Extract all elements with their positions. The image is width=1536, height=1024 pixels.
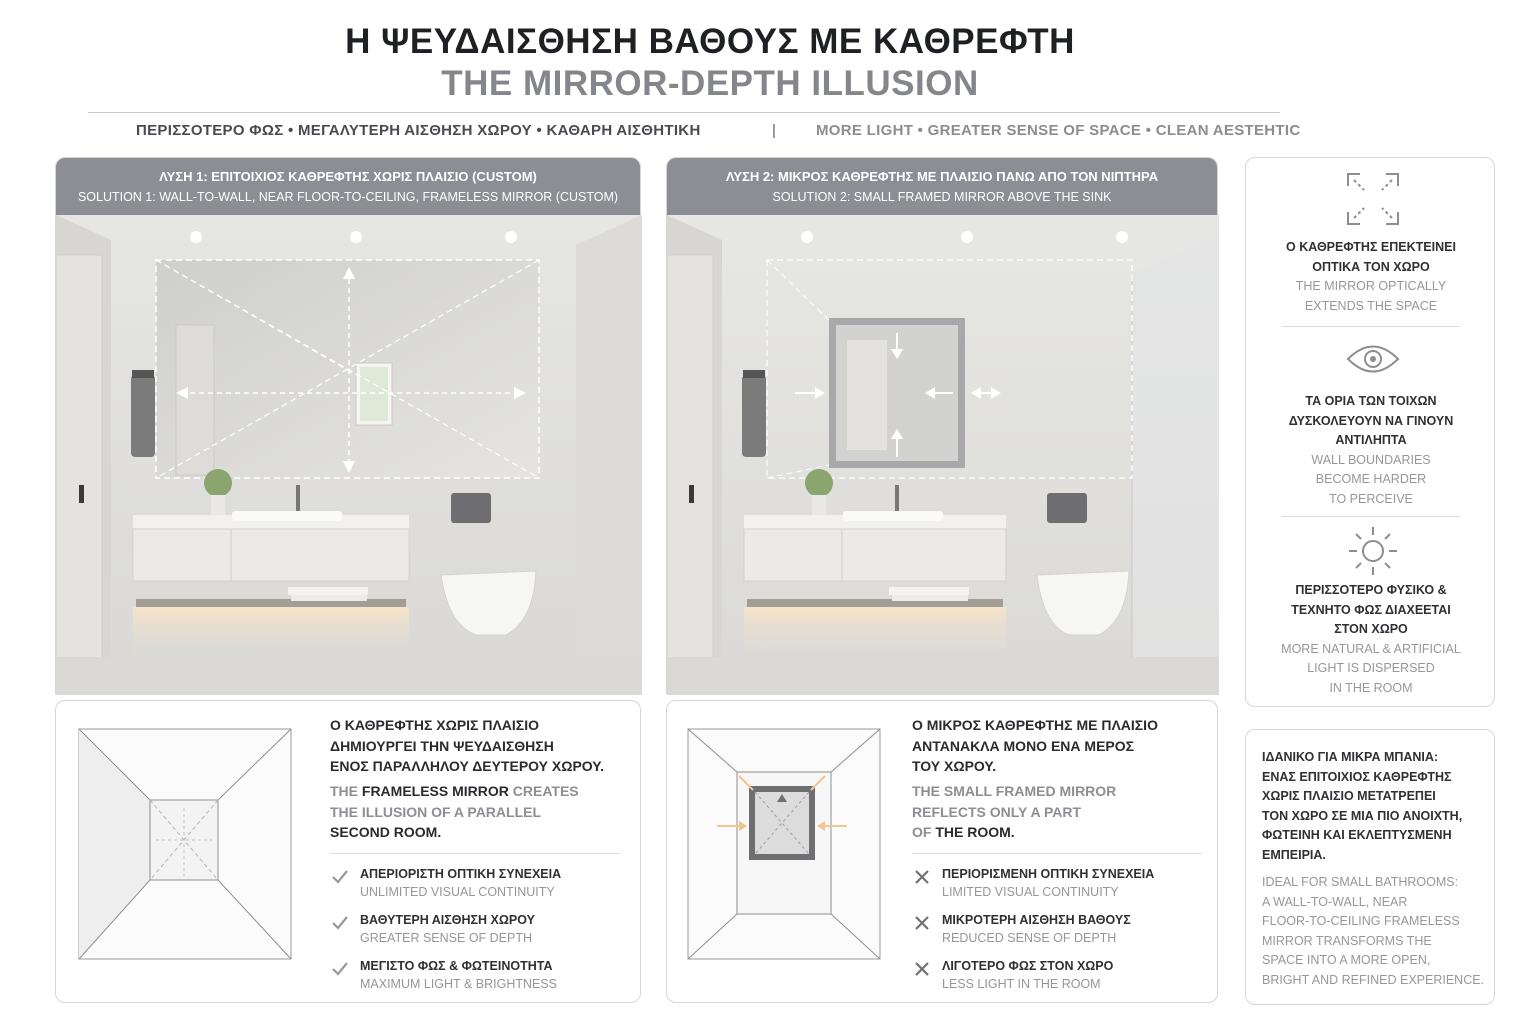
point-greek: ΛΙΓΟΤΕΡΟ ΦΩΣ ΣΤΟΝ ΧΩΡΟ: [942, 959, 1114, 973]
ideal-card: [1245, 729, 1495, 1005]
benefit-item: [1246, 392, 1496, 509]
point-english: GREATER SENSE OF DEPTH: [360, 931, 533, 945]
caption-divider: [912, 853, 1202, 854]
benefit-english: LIGHT IS DISPERSED: [1307, 661, 1435, 675]
ideal-english-line: SPACE INTO A MORE OPEN,: [1262, 953, 1431, 967]
benefit-greek: ΤΑ ΟΡΙΑ ΤΩΝ ΤΟΙΧΩΝ: [1305, 394, 1437, 408]
solution-2-panel: [666, 157, 1218, 694]
solution-1-caption-card: [55, 700, 641, 1003]
benefit-divider: [1282, 516, 1460, 517]
list-item: [330, 957, 630, 1003]
ideal-english-line: FLOOR-TO-CEILING FRAMELESS: [1262, 914, 1460, 928]
solution-1-header: [56, 158, 640, 215]
list-item: [912, 911, 1212, 957]
solution-2-points: [912, 865, 1212, 1003]
solution-2-caption-greek: [912, 715, 1212, 777]
ideal-greek-line: ΦΩΤΕΙΝΗ ΚΑΙ ΕΚΛΕΠΤΥΣΜΕΝΗ: [1262, 828, 1452, 842]
solution-2-caption-card: [666, 700, 1218, 1003]
solution-1-perspective-diagram: [78, 728, 292, 960]
benefit-english: EXTENDS THE SPACE: [1304, 298, 1438, 313]
benefits-card: [1245, 157, 1495, 707]
point-greek: ΒΑΘΥΤΕΡΗ ΑΙΣΘΗΣΗ ΧΩΡΟΥ: [360, 913, 535, 927]
benefit-greek: ΤΕΧΝΗΤΟ ΦΩΣ ΔΙΑΧΕΕΤΑΙ: [1291, 602, 1451, 617]
benefit-item: [1246, 581, 1496, 698]
caption-line: Ο ΜΙΚΡΟΣ ΚΑΘΡΕΦΤΗΣ ΜΕ ΠΛΑΙΣΙΟ: [912, 717, 1158, 733]
ideal-english-line: A WALL-TO-WALL, NEAR: [1262, 894, 1408, 909]
benefit-greek: ΑΝΤΙΛΗΠΤΑ: [1335, 433, 1407, 447]
benefit-english: THE MIRROR OPTICALLY: [1295, 279, 1447, 293]
tagline-greek: ΠΕΡΙΣΣΟΤΕΡΟ ΦΩΣ • ΜΕΓΑΛΥΤΕΡΗ ΑΙΣΘΗΣΗ ΧΩΡΟΥ • ΚΑΘΑΡΗ ΑΙΣΘΗΤΙΚΗ: [136, 122, 701, 139]
list-item: [330, 865, 630, 911]
benefit-greek: ΔΥΣΚΟΛΕΥΟΥΝ ΝΑ ΓΙΝΟΥΝ: [1288, 413, 1454, 428]
point-greek: ΑΠΕΡΙΟΡΙΣΤΗ ΟΠΤΙΚΗ ΣΥΝΕΧΕΙΑ: [360, 867, 562, 881]
page-title-greek: Η ΨΕΥΔΑΙΣΘΗΣΗ ΒΑΘΟΥΣ ΜΕ ΚΑΘΡΕΦΤΗ: [345, 22, 1075, 61]
solution-2-header: [667, 158, 1217, 215]
caption-highlight: SECOND ROOM.: [330, 824, 442, 840]
benefit-greek: ΣΤΟΝ ΧΩΡΟ: [1334, 622, 1408, 636]
list-item: [912, 865, 1212, 911]
ideal-greek-line: ΕΝΑΣ ΕΠΙΤΟΙΧΙΟΣ ΚΑΘΡΕΦΤΗΣ: [1262, 769, 1452, 784]
solution-1-header-greek: ΛΥΣΗ 1: ΕΠΙΤΟΙΧΙΟΣ ΚΑΘΡΕΦΤΗΣ ΧΩΡΙΣ ΠΛΑΙΣΙΟ (CUSTOM): [159, 169, 537, 184]
check-icon: [330, 959, 350, 979]
ideal-greek-line: ΧΩΡΙΣ ΠΛΑΙΣΙΟ ΜΕΤΑΤΡΕΠΕΙ: [1262, 789, 1436, 803]
expand-icon: [1346, 172, 1400, 226]
point-greek: ΜΙΚΡΟΤΕΡΗ ΑΙΣΘΗΣΗ ΒΑΘΟΥΣ: [942, 913, 1131, 927]
solution-1-bathroom-illustration: [56, 215, 642, 695]
point-english: LIMITED VISUAL CONTINUITY: [942, 885, 1119, 899]
benefit-english: BECOME HARDER: [1315, 472, 1427, 486]
benefit-english: WALL BOUNDARIES: [1311, 452, 1431, 467]
list-item: [912, 957, 1212, 1003]
ideal-greek-line: ΙΔΑΝΙΚΟ ΓΙΑ ΜΙΚΡΑ ΜΠΑΝΙΑ:: [1262, 750, 1439, 764]
caption-highlight: FRAMELESS MIRROR: [361, 783, 509, 799]
solution-1-points: [330, 865, 630, 1003]
benefit-english: TO PERCEIVE: [1329, 491, 1413, 506]
tagline-english: MORE LIGHT • GREATER SENSE OF SPACE • CLEAN AESTEHTIC: [816, 122, 1301, 139]
caption-line: ΑΝΤΑΝΑΚΛΑ ΜΟΝΟ ΕΝΑ ΜΕΡΟΣ: [912, 737, 1135, 754]
caption-line: ΤΟΥ ΧΩΡΟΥ.: [912, 758, 997, 774]
point-english: LESS LIGHT IN THE ROOM: [942, 977, 1101, 991]
solution-2-perspective-diagram: [687, 728, 881, 960]
ideal-english-line: IDEAL FOR SMALL BATHROOMS:: [1262, 875, 1459, 889]
cross-icon: [912, 959, 932, 979]
caption-divider: [330, 853, 620, 854]
caption-line: Ο ΚΑΘΡΕΦΤΗΣ ΧΩΡΙΣ ΠΛΑΙΣΙΟ: [330, 717, 539, 733]
point-greek: ΠΕΡΙΟΡΙΣΜΕΝΗ ΟΠΤΙΚΗ ΣΥΝΕΧΕΙΑ: [942, 867, 1155, 881]
solution-2-header-greek: ΛΥΣΗ 2: ΜΙΚΡΟΣ ΚΑΘΡΕΦΤΗΣ ΜΕ ΠΛΑΙΣΙΟ ΠΑΝΩ ΑΠΟ ΤΟΝ ΝΙΠΤΗΡΑ: [725, 169, 1159, 184]
caption-line: REFLECTS ONLY A PART: [912, 803, 1082, 820]
cross-icon: [912, 913, 932, 933]
eye-icon: [1346, 342, 1400, 376]
ideal-greek: [1262, 748, 1492, 865]
caption-highlight: THE ROOM.: [935, 824, 1015, 840]
benefit-greek: ΟΠΤΙΚΑ ΤΟΝ ΧΩΡΟ: [1312, 259, 1430, 274]
check-icon: [330, 913, 350, 933]
solution-1-caption-greek: [330, 715, 630, 777]
point-greek: ΜΕΓΙΣΤΟ ΦΩΣ & ΦΩΤΕΙΝΟΤΗΤΑ: [360, 959, 553, 973]
solution-1-panel: [55, 157, 641, 694]
solution-2-caption-english: [912, 781, 1212, 843]
point-english: MAXIMUM LIGHT & BRIGHTNESS: [360, 977, 558, 991]
benefit-english: MORE NATURAL & ARTIFICIAL: [1281, 641, 1461, 656]
list-item: [330, 911, 630, 957]
ideal-english-line: MIRROR TRANSFORMS THE: [1262, 933, 1432, 948]
benefit-english: IN THE ROOM: [1329, 680, 1413, 695]
cross-icon: [912, 867, 932, 887]
solution-2-bathroom-illustration: [667, 215, 1219, 695]
ideal-greek-line: ΤΟΝ ΧΩΡΟ ΣΕ ΜΙΑ ΠΙΟ ΑΝΟΙΧΤΗ,: [1262, 808, 1463, 823]
sun-icon: [1346, 524, 1400, 578]
tagline-separator: |: [772, 122, 777, 139]
caption-line: ΔΗΜΙΟΥΡΓΕΙ ΤΗΝ ΨΕΥΔΑΙΣΘΗΣΗ: [330, 737, 554, 754]
benefit-greek: ΠΕΡΙΣΣΟΤΕΡΟ ΦΥΣΙΚΟ &: [1295, 583, 1447, 597]
solution-1-header-english: SOLUTION 1: WALL-TO-WALL, NEAR FLOOR-TO-CEILING, FRAMELESS MIRROR (CUSTOM): [77, 190, 619, 204]
caption-segment: THE: [330, 783, 362, 799]
caption-line: ΕΝΟΣ ΠΑΡΑΛΛΗΛΟΥ ΔΕΥΤΕΡΟΥ ΧΩΡΟΥ.: [330, 758, 604, 774]
point-english: UNLIMITED VISUAL CONTINUITY: [360, 885, 555, 899]
ideal-english-line: BRIGHT AND REFINED EXPERIENCE.: [1262, 972, 1485, 987]
solution-1-caption-english: [330, 781, 630, 843]
caption-line: THE SMALL FRAMED MIRROR: [912, 783, 1117, 799]
benefit-divider: [1282, 326, 1460, 327]
caption-segment: CREATES: [508, 783, 579, 799]
point-english: REDUCED SENSE OF DEPTH: [942, 931, 1117, 945]
caption-line: THE ILLUSION OF A PARALLEL: [330, 803, 542, 820]
solution-2-header-english: SOLUTION 2: SMALL FRAMED MIRROR ABOVE THE SINK: [772, 190, 1112, 204]
ideal-english: [1262, 873, 1492, 990]
benefit-greek: Ο ΚΑΘΡΕΦΤΗΣ ΕΠΕΚΤΕΙΝΕΙ: [1286, 240, 1456, 254]
title-divider: [88, 112, 1280, 113]
check-icon: [330, 867, 350, 887]
page-title-english: THE MIRROR-DEPTH ILLUSION: [441, 64, 979, 103]
benefit-item: [1246, 238, 1496, 316]
ideal-greek-line: ΕΜΠΕΙΡΙΑ.: [1262, 847, 1326, 862]
caption-segment: OF: [912, 824, 936, 840]
